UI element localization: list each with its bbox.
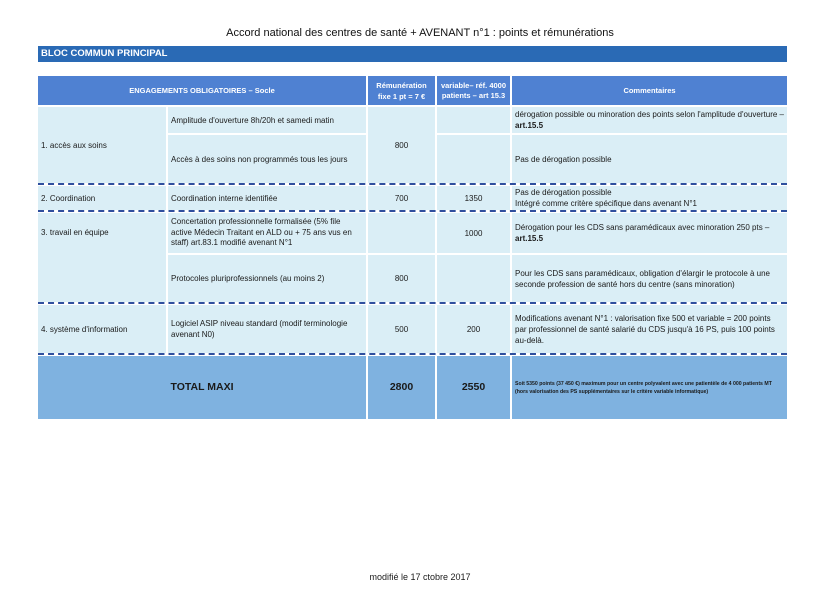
comment-coordination-line1: Pas de dérogation possible — [515, 188, 612, 197]
comment-soins: Pas de dérogation possible — [512, 135, 787, 183]
item-soins-non-programmes: Accès à des soins non programmés tous les jours — [168, 135, 366, 183]
comment-concertation-text: Dérogation pour les CDS sans paramédicaux avec minoration 250 pts – — [515, 223, 770, 232]
variable-systeme-information: 200 — [437, 305, 510, 353]
comment-concertation — [512, 213, 787, 253]
total-label: TOTAL MAXI — [38, 356, 366, 419]
category-acces-aux-soins: 1. accès aux soins — [38, 107, 166, 183]
bloc-commun-principal-bar: BLOC COMMUN PRINCIPAL — [38, 46, 787, 62]
total-variable: 2550 — [437, 356, 510, 419]
section-divider — [38, 183, 787, 185]
variable-amplitude-empty — [437, 107, 510, 133]
item-protocoles: Protocoles pluriprofessionnels (au moins 2) — [168, 255, 366, 302]
fixed-coordination: 700 — [368, 186, 435, 210]
footer-modified-date: modifié le 17 ctobre 2017 — [369, 572, 471, 582]
category-coordination: 2. Coordination — [38, 186, 166, 210]
header-commentaires: Commentaires — [512, 76, 787, 105]
fixed-systeme-information: 500 — [368, 305, 435, 353]
comment-coordination — [512, 186, 787, 210]
item-coordination-interne: Coordination interne identifiée — [168, 186, 366, 210]
page-title: Accord national des centres de santé + AVENANT n°1 : points et rémunérations — [226, 27, 614, 39]
section-divider — [38, 302, 787, 304]
comment-concertation-ref: art.15.5 — [515, 234, 544, 243]
comment-coordination-line2: Intégré comme critère spécifique dans avenant N°1 — [515, 199, 697, 208]
points-table — [38, 76, 787, 419]
variable-coordination: 1350 — [437, 186, 510, 210]
fixed-acces-aux-soins: 800 — [368, 107, 435, 183]
total-comment: Soit 5350 points (37 450 €) maximum pour un centre polyvalent avec une patientèle de 4 000 patients MT (hors valorisation des PS supplémentaires sur le critère variable informatique) — [512, 356, 787, 419]
variable-concertation: 1000 — [437, 213, 510, 253]
section-divider — [38, 353, 787, 355]
category-travail-equipe: 3. travail en équipe — [38, 213, 166, 302]
comment-systeme-information: Modifications avenant N°1 : valorisation fixe 500 et variable = 200 points par professionnel de santé salarié du CDS jusqu'à 16 PS, puis 100 points au-delà. — [512, 305, 787, 353]
comment-protocoles: Pour les CDS sans paramédicaux, obligation d'élargir le protocole à une seconde profession de santé hors du centre (sans minoration) — [512, 255, 787, 302]
total-fixed: 2800 — [368, 356, 435, 419]
header-variable: variable– réf. 4000 patients – art 15.3 — [437, 76, 510, 105]
item-logiciel-asip: Logiciel ASIP niveau standard (modif terminologie avenant N0) — [168, 305, 366, 353]
variable-soins-empty — [437, 135, 510, 183]
fixed-concertation-empty — [368, 213, 435, 253]
section-divider — [38, 210, 787, 212]
variable-protocoles-empty — [437, 255, 510, 302]
header-remuneration: Rémunération fixe 1 pt = 7 € — [368, 76, 435, 105]
header-engagements: ENGAGEMENTS OBLIGATOIRES – Socle — [38, 76, 366, 105]
category-systeme-information: 4. système d'information — [38, 305, 166, 353]
fixed-protocoles: 800 — [368, 255, 435, 302]
comment-amplitude-ref: art.15.5 — [515, 121, 544, 130]
comment-amplitude — [512, 107, 787, 133]
item-concertation: Concertation professionnelle formalisée (5% file active Médecin Traitant en ALD ou + 75 ans vus en staff) art.83.1 modifié avenant N°1 — [168, 213, 366, 253]
comment-amplitude-text: dérogation possible ou minoration des points selon l'amplitude d'ouverture – — [515, 110, 784, 119]
item-amplitude-ouverture: Amplitude d'ouverture 8h/20h et samedi matin — [168, 107, 366, 133]
